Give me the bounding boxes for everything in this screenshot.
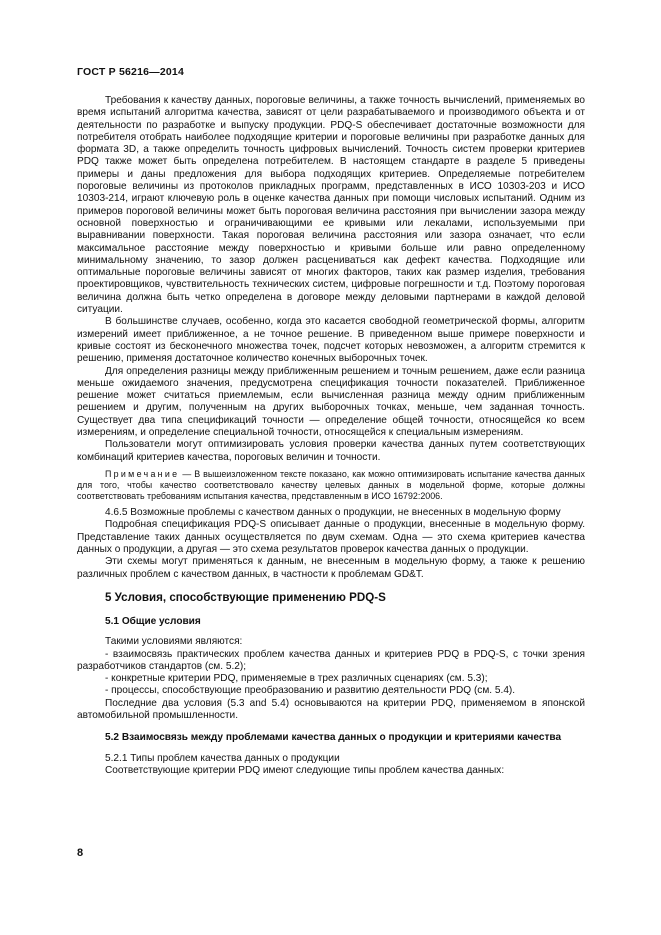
paragraph: Соответствующие критерии PDQ имеют следующие типы проблем качества данных: xyxy=(105,764,505,776)
paragraph: Подробная спецификация PDQ-S описывает данные о продукции, внесенные в модельную форму. Представление таких данных осуществляется по двум схемам. Одна — это схема критериев качества данных о продукции, а другая — это схема результатов проверок качества данных о продукции. xyxy=(77,519,585,556)
paragraph: Такими условиями являются: xyxy=(105,636,243,648)
paragraph: В большинстве случаев, особенно, когда это касается свободной геометрической формы, алгоритм измерений имеет приближенное, а не точное решение. В приведенном выше примере поверхности и кривые состоят из бесконечного множества точек, подсчет которых невозможен, а алгоритм стремится к решению, применяя достаточное количество конечных выборочных точек. xyxy=(77,316,585,365)
paragraph: Пользователи могут оптимизировать условия проверки качества данных путем соответствующих комбинаций критериев качества, пороговых величин и точности. xyxy=(77,439,585,463)
section-5-1-title: 5.1 Общие условия xyxy=(105,615,201,627)
paragraph: Эти схемы могут применяться к данным, не внесенным в модельную форму, а также к решению различных проблем с качеством данных, в частности к проблемам GD&T. xyxy=(77,556,585,580)
note xyxy=(77,469,585,502)
paragraph: Требования к качеству данных, пороговые величины, а также точность вычислений, применяемых во время испытаний алгоритма качества, зависят от цели разрабатываемого и производимого объекта и от деятельности по разработке и выпуску продукции. PDQ-S обеспечивает достаточные возможности для потребителя отобрать наиболее подходящие критерии и пороговые величины при разработке данных для формата 3D, а также определить точность цифровых вычислений. Точность систем проверки критериев PDQ также может быть определена потребителем. В настоящем стандарте в разделе 5 приведены примеры и даны предложения для выбора подходящих критериев. Определяемые потребителем пороговые величины из протоколов прикладных программ, представленных в ИСО 10303-203 и ИСО 10303-214, играют ключевую роль в оценке качества данных при помощи числовых испытаний. Одним из примеров пороговой величины может быть пороговая величина расстояния при вычислении зазора между основной поверхностью и ограничивающими ее кривыми или лекалами, используемыми при выравнивании поверхности. Такая пороговая величина расстояния или зазора означает, что если максимальное расстояние между поверхностью и кривыми больше или равно определенному минимальному значению, то зазор должен расцениваться как дефект качества. Подходящие или оптимальные пороговые величины зависят от многих факторов, таких как размер изделия, требования проектировщиков, чувствительность технических систем, цифровые погрешности и т.д. Поэтому пороговая величина должна быть четко определена в договоре между деловыми партнерами в каждой деловой ситуации. xyxy=(77,95,585,316)
note-label: Примечание xyxy=(105,468,180,479)
list-item: - конкретные критерии PDQ, применяемые в трех различных сценариях (см. 5.3); xyxy=(105,673,488,685)
paragraph: Последние два условия (5.3 and 5.4) основываются на критерии PDQ, применяемом в японской автомобильной промышленности. xyxy=(77,697,585,722)
note-text: — В вышеизложенном тексте показано, как можно оптимизировать испытание качества данных для того, чтобы качество соответствовало качеству целевых данных в модельной форме, которые должны соответствовать требованиям испытания качества, представленным в ИСО 16792:2006. xyxy=(77,468,585,502)
list-item: - взаимосвязь практических проблем качества данных и критериев PDQ в PDQ-S, с точки зрения разработчиков стандартов (см. 5.2); xyxy=(77,648,585,672)
section-5-2-title: 5.2 Взаимосвязь между проблемами качества данных о продукции и критериями качества xyxy=(105,732,562,744)
subsection-heading: 5.2.1 Типы проблем качества данных о продукции xyxy=(105,752,340,764)
paragraph: Для определения разницы между приближенным решением и точным решением, даже если разница меньше ожидаемого значения, предусмотрена спецификация точности показателей. Приближенное решение может считаться приемлемым, если вычисленная разница между одним приближенным решением и другим, полученным на других выборочных точках, меньше, чем заданная точность. Существует два типа спецификаций точности — определение общей точности, относящейся ко всем измерениям, и определение специальной точности, относящейся к специальным измерениям. xyxy=(77,365,585,439)
page-number: 8 xyxy=(77,847,84,859)
section-5-title: 5 Условия, способствующие применению PDQ-S xyxy=(105,590,386,604)
document-header: ГОСТ Р 56216—2014 xyxy=(77,66,185,78)
list-item: - процессы, способствующие преобразованию и развитию деятельности PDQ (см. 5.4). xyxy=(105,685,516,697)
subsection-heading: 4.6.5 Возможные проблемы с качеством данных о продукции, не внесенных в модельную форму xyxy=(105,507,561,519)
document-body xyxy=(77,95,585,777)
